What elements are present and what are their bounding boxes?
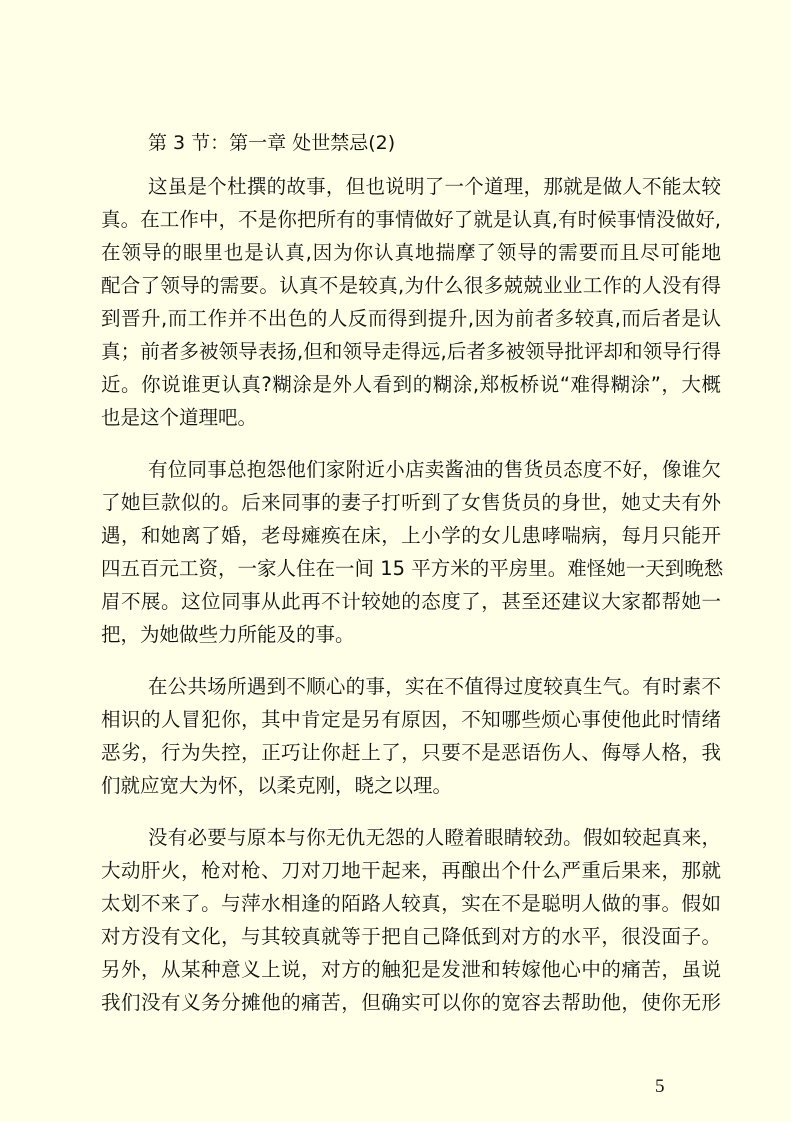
text-line: 配合了领导的需要。认真不是较真,为什么很多兢兢业业工作的人没有得: [101, 274, 721, 297]
paragraph-1: [101, 170, 721, 434]
text-line: 这虽是个杜撰的故事，但也说明了一个道理，那就是做人不能太较: [148, 175, 721, 198]
text-line: 另外，从某种意义上说，对方的触犯是发泄和转嫁他心中的痛苦，虽说: [101, 958, 721, 981]
text-line: 真；前者多被领导表扬,但和领导走得远,后者多被领导批评却和领导行得: [101, 340, 721, 363]
text-line: 四五百元工资，一家人住在一间 15 平方米的平房里。难怪她一天到晚愁: [101, 557, 724, 580]
text-line: 了她巨款似的。后来同事的妻子打听到了女售货员的身世，她丈夫有外: [101, 491, 721, 514]
paragraph-3: [101, 670, 721, 802]
text-line: 大动肝火，枪对枪、刀对刀地干起来，再酿出个什么严重后果来，那就: [101, 859, 721, 882]
text-line: 在公共场所遇到不顺心的事，实在不值得过度较真生气。有时素不: [148, 675, 721, 698]
page-number: 5: [655, 1076, 665, 1097]
text-line: 恶劣，行为失控，正巧让你赶上了，只要不是恶语伤人、侮辱人格，我: [101, 741, 721, 764]
text-line: 对方没有文化，与其较真就等于把自己降低到对方的水平，很没面子。: [101, 925, 721, 948]
text-line: 太划不来了。与萍水相逢的陌路人较真，实在不是聪明人做的事。假如: [101, 892, 721, 915]
section-title: 第 3 节：第一章 处世禁忌(2): [148, 132, 396, 154]
text-line: 到晋升,而工作并不出色的人反而得到提升,因为前者多较真,而后者是认: [101, 307, 721, 330]
text-line: 相识的人冒犯你，其中肯定是另有原因，不知哪些烦心事使他此时情绪: [101, 708, 721, 731]
text-line: 们就应宽大为怀，以柔克刚，晓之以理。: [101, 774, 453, 797]
text-line: 我们没有义务分摊他的痛苦，但确实可以你的宽容去帮助他，使你无形: [101, 991, 721, 1014]
text-line: 眉不展。这位同事从此再不计较她的态度了，甚至还建议大家都帮她一: [101, 590, 721, 613]
text-line: 也是这个道理吧。: [101, 406, 258, 429]
document-page: [101, 127, 724, 1038]
text-line: 没有必要与原本与你无仇无怨的人瞪着眼睛较劲。假如较起真来，: [148, 826, 721, 849]
paragraph-4: [101, 821, 721, 1019]
text-line: 遇，和她离了婚，老母瘫痪在床，上小学的女儿患哮喘病，每月只能开: [101, 524, 721, 547]
text-line: 真。在工作中，不是你把所有的事情做好了就是认真,有时候事情没做好,: [101, 208, 721, 231]
text-line: 在领导的眼里也是认真,因为你认真地揣摩了领导的需要而且尽可能地: [101, 241, 721, 264]
text-line: 有位同事总抱怨他们家附近小店卖酱油的售货员态度不好，像谁欠: [148, 458, 721, 481]
paragraph-2: [101, 453, 724, 651]
text-line: 近。你说谁更认真?糊涂是外人看到的糊涂,郑板桥说“难得糊涂”，大概: [101, 373, 721, 396]
text-line: 把，为她做些力所能及的事。: [101, 623, 355, 646]
